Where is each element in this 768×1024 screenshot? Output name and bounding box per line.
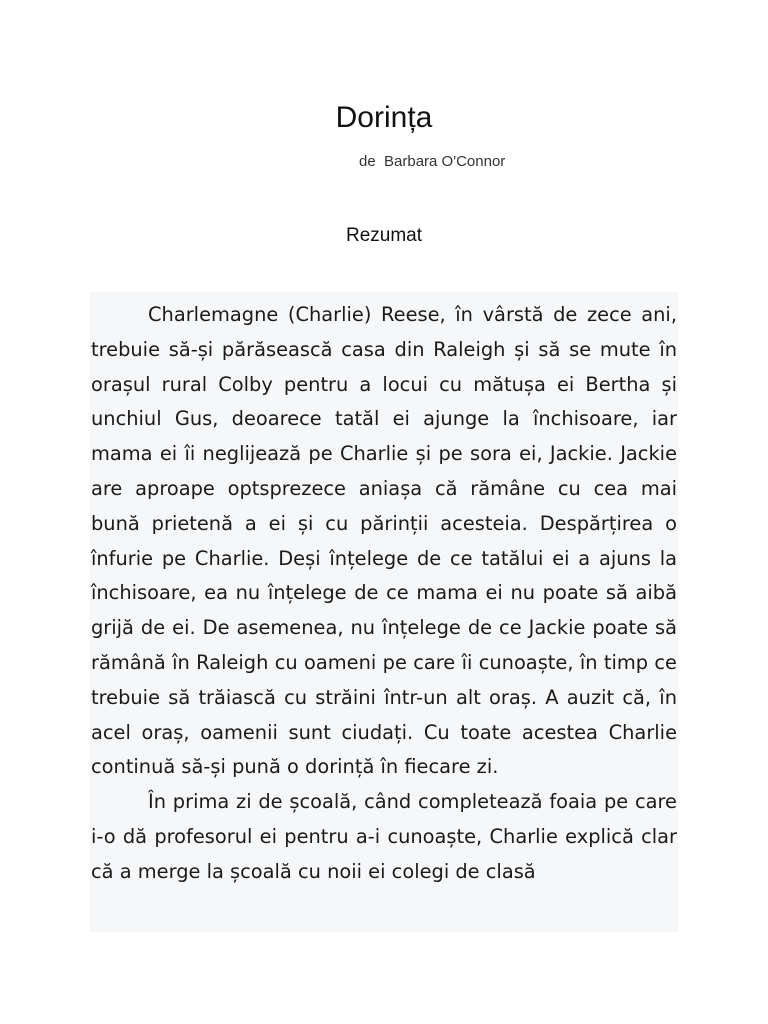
body-text: [91, 298, 677, 890]
paragraph: Charlemagne (Charlie) Reese, în vârstă de zece ani, trebuie să-și părăsească casa din Raleigh și să se mute în orașul rural Colby pentru a locui cu mătușa ei Bertha și unchiul Gus, deoarece tatăl ei ajunge la închisoare, iar mama ei îi neglijează pe Charlie și pe sora ei, Jackie. Jackie are aproape optsprezece aniașa că rămâne cu cea mai bună prietenă a ei și cu părinții acesteia. Despărțirea o înfurie pe Charlie. Deși înțelege de ce tatălui ei a ajuns la închisoare, ea nu înțelege de ce mama ei nu poate să aibă grijă de ei. De asemenea, nu înțelege de ce Jackie poate să rămână în Raleigh cu oameni pe care îi cunoaște, în timp ce trebuie să trăiască cu străini într-un alt oraș. A auzit că, în acel oraș, oamenii sunt ciudați. Cu toate acestea Charlie continuă să-și pună o dorință în fiecare zi.: [91, 303, 677, 779]
section-heading: Rezumat: [345, 225, 423, 246]
paragraph: În prima zi de școală, când completează foaia pe care i-o dă profesorul ei pentru a-i cunoaște, Charlie explică clar că a merge la școală cu noii ei colegi de clasă: [91, 790, 677, 883]
document-title: Dorința: [335, 101, 433, 134]
author-byline: de Barbara O'Connor: [359, 153, 506, 170]
